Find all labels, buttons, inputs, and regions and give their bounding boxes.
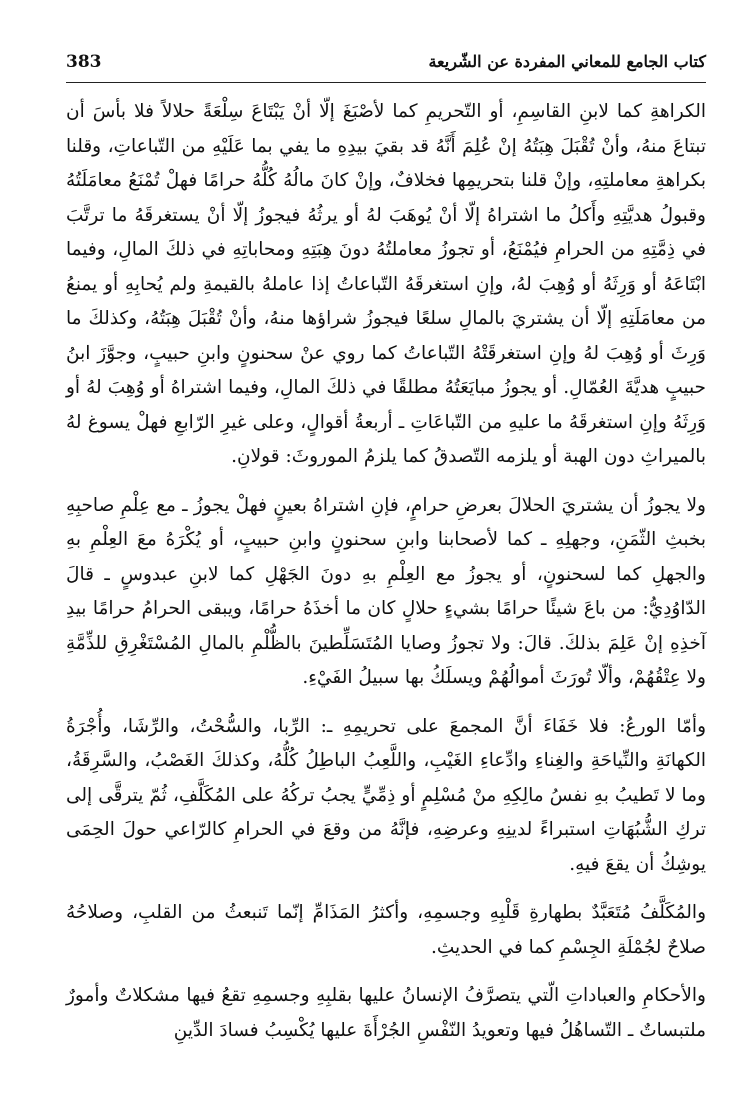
paragraph-4: والمُكَلَّفُ مُتَعَبَّدٌ بطهارةِ قَلْبِهِ وجسمِهِ، وأكثرُ المَذَامِّ إنّما تَنبعثُ من القلبِ، وصلاحُهُ صلاحٌ لجُمْلَةِ الجِسْمِ كما في الحديثِ. — [66, 902, 706, 958]
paragraph-3: وأمّا الورعُ: فلا خَفَاءَ أنَّ المجمعَ على تحريمِهِ ـ: الرِّبا، والسُّحْتُ، والرِّشَا، وأُجْرَةُ الكهانَةِ والنِّياحَةِ والغِناءِ وادِّعاءِ الغَيْبِ، واللَّعِبُ الباطِلُ كُلُّهُ، وكذلكَ الغَصْبُ، والسَّرِقَةُ، وما لا تَطيبُ بهِ نفسُ مالِكِهِ منْ مُسْلِمٍ أو ذِمِّيٍّ يجبُ تركُهُ على المُكَلَّفِ، ثُمّ يترقَّى إلى تركِ الشُّبُهَاتِ استبراءً لدينِهِ وعرضِهِ، فإنَّهُ من وقعَ في الحرامِ كالرّاعي حولَ الحِمَى يوشِكُ أن يقعَ فيهِ. — [66, 715, 706, 875]
paragraph-5: والأحكامِ والعباداتِ الّتي يتصرَّفُ الإنسانُ عليها بقلبِهِ وجسمِهِ تقعُ فيها مشكلاتٌ وأمورٌ ملتبساتٌ ـ التّساهُلُ فيها وتعويدُ النّفْسِ الجُرْأَةَ عليها يُكْسِبُ فسادَ الدِّينِ — [66, 985, 706, 1041]
page-body — [66, 95, 706, 1048]
book-title: كتاب الجامع للمعاني المفردة عن الشّريعة — [428, 52, 706, 71]
paragraph-2: ولا يجوزُ أن يشتريَ الحلالَ بعرضِ حرامٍ، فإنِ اشتراهُ بعينٍ فهلْ يجوزُ ـ مع عِلْمِ صاحبِهِ بخبثِ الثّمَنِ، وجهلِهِ ـ كما لأصحابنا وابنِ سحنونٍ وابنِ حبيبٍ، أو يُكْرَهُ معَ العِلْمِ بهِ والجهلِ كما لسحنونٍ، أو يجوزُ مع العِلْمِ بهِ دونَ الجَهْلِ كما لابنِ عبدوسٍ ـ قالَ الدّاوُدِيُّ: من باعَ شيئًا حرامًا بشيءٍ حلالٍ كان ما أخذَهُ حرامًا، ويبقى الحرامُ حرامًا بيدِ آخذِهِ إنْ عَلِمَ بذلكَ. قالَ: ولا تجوزُ وصايا المُتَسَلِّطينَ بالظُّلْمِ بالمالِ المُسْتَغْرِقِ للذِّمَّةِ ولا عِتْقُهُمْ، وألّا تُورَثَ أموالُهُمْ ويسلَكُ بها سبيلُ الفَيْءِ. — [66, 494, 706, 688]
paragraph-1: الكراهةِ كما لابنِ القاسِمِ، أو التّحريمِ كما لأصْبَغَ إلّا أنْ يَبْتَاعَ سِلْعَةً حلالاً فلا بأسَ أن تبتاعَ منهُ، وأنْ تُقْبَلَ هِبَتُهُ إنْ عُلِمَ أَنَّهُ قد بقيَ بيدِهِ ما يفي بما عَلَيْهِ من التّباعاتِ، وقلنا بكراهةِ معاملتِهِ، وإنْ قلنا بتحريمِها فخلافٌ، وإنْ كانَ مالُهُ كُلُّهُ حرامًا فهلْ تُمْنَعُ معامَلَتُهُ وقبولُ هديَّتِهِ وأَكلُ ما اشتراهُ إلّا أنْ يُوهَبَ لهُ أو يرثُهُ فيجوزُ إلّا أنْ يستغرقَهُ ما ترتَّبَ في ذِمَّتِهِ من الحرامِ فيُمْنَعُ، أو تجوزُ معاملتُهُ دونَ هِبَتِهِ ومحاباتِهِ في ذلكَ المالِ، وفيما ابْتَاعَهُ أو وَرِثَهُ أو وُهِبَ لهُ، وإنِ استغرقَهُ التّباعاتُ إذا عاملهُ بالقيمةِ ولم يُحابِهِ أو يمنعُ من معامَلَتِهِ إلّا أن يشتريَ بالمالِ سلعًا فيجوزُ شراؤها منهُ، وأنْ تُقْبَلَ هِبَتُهُ، وكذلكَ ما وَرِثَ أو وُهِبَ لهُ وإنِ استغرقَتْهُ التّباعاتُ كما روي عنْ سحنونٍ وابنِ حبيبٍ، وجوَّزَ ابنُ حبيبٍ هديَّةَ العُمّالِ. أو يجوزُ مبايَعَتُهُ مطلقًا في ذلكَ المالِ، وفيما اشتراهُ أو وُهِبَ لهُ أو وَرِثَهُ وإنِ استغرقَهُ ما عليهِ من التّباعَاتِ ـ أربعةُ أقوالٍ، وعلى غيرِ الرّابعِ فهلْ يسوغ لهُ بالميراثِ دون الهبة أو يلزمه التّصدقُ كما يلزمُ الموروثَ: قولانِ. — [66, 101, 706, 467]
page-number: 383 — [66, 52, 102, 72]
document-page — [66, 48, 706, 1088]
running-header — [66, 48, 706, 83]
